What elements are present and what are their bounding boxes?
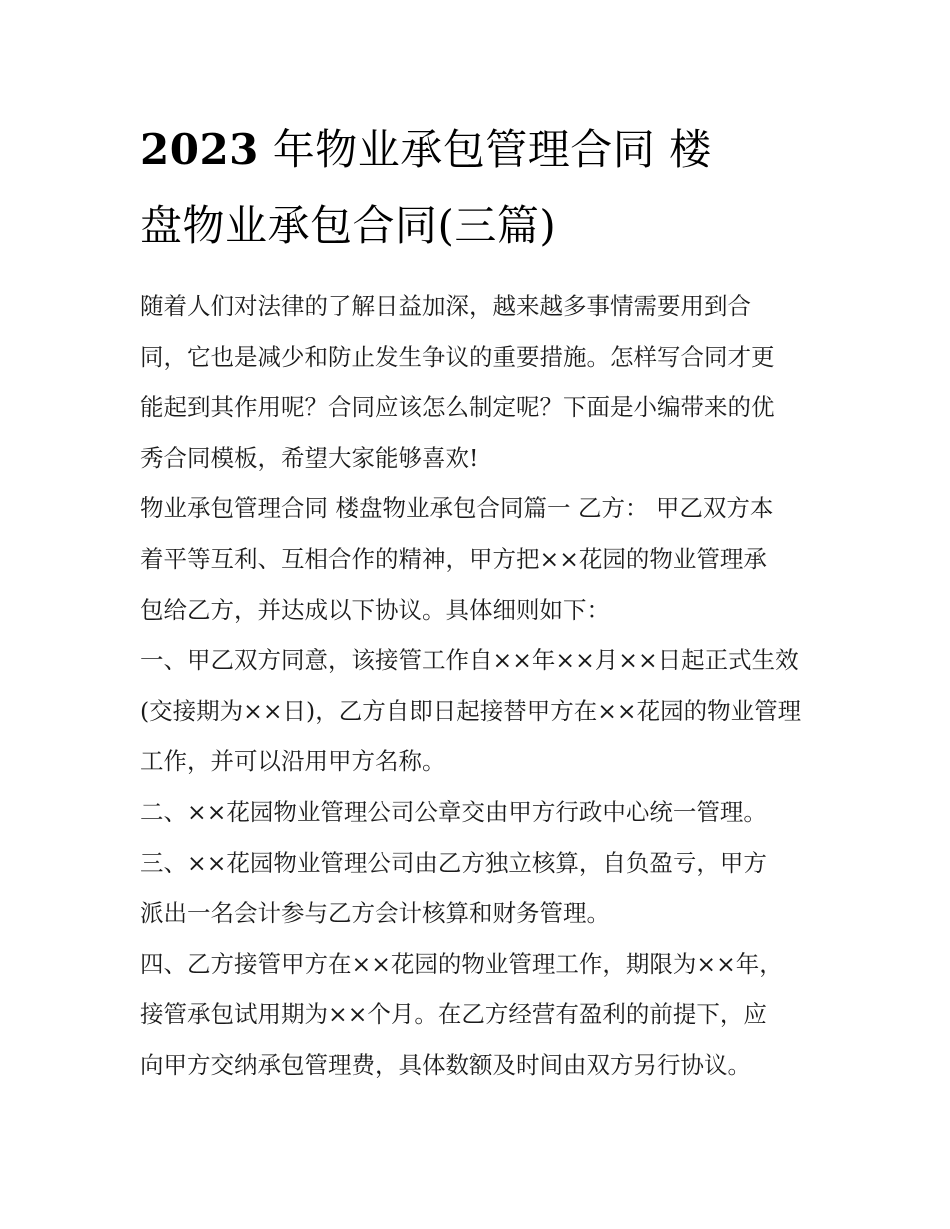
body-line: 包给乙方，并达成以下协议。具体细则如下： bbox=[140, 595, 610, 624]
body-line: (交接期为××日)，乙方自即日起接替甲方在××花园的物业管理 bbox=[140, 696, 802, 725]
body-line: 接管承包试用期为××个月。在乙方经营有盈利的前提下，应 bbox=[140, 1000, 767, 1029]
document-title bbox=[140, 112, 800, 264]
title-line-1-text: 年物业承包管理合同 楼 bbox=[272, 125, 712, 174]
body-line: 派出一名会计参与乙方会计核算和财务管理。 bbox=[140, 899, 610, 928]
document-body bbox=[140, 281, 820, 1091]
body-line: 三、××花园物业管理公司由乙方独立核算，自负盈亏，甲方 bbox=[140, 848, 767, 877]
title-year: 2023 bbox=[140, 125, 259, 174]
body-line: 二、××花园物业管理公司公章交由甲方行政中心统一管理。 bbox=[140, 797, 767, 826]
body-line: 向甲方交纳承包管理费，具体数额及时间由双方另行协议。 bbox=[140, 1050, 751, 1079]
body-line: 四、乙方接管甲方在××花园的物业管理工作，期限为××年， bbox=[140, 949, 783, 978]
body-line: 着平等互利、互相合作的精神，甲方把××花园的物业管理承 bbox=[140, 544, 767, 573]
body-line: 秀合同模板，希望大家能够喜欢! bbox=[140, 443, 479, 472]
body-line: 同，它也是减少和防止发生争议的重要措施。怎样写合同才更 bbox=[140, 342, 775, 371]
title-line-2: 盘物业承包合同(三篇) bbox=[140, 201, 557, 250]
title-line-1 bbox=[140, 112, 800, 188]
body-line: 工作，并可以沿用甲方名称。 bbox=[140, 747, 446, 776]
body-line: 随着人们对法律的了解日益加深，越来越多事情需要用到合 bbox=[140, 292, 751, 320]
body-line: 一、甲乙双方同意，该接管工作自××年××月××日起正式生效 bbox=[140, 646, 799, 675]
body-line: 物业承包管理合同 楼盘物业承包合同篇一 乙方： 甲乙双方本 bbox=[140, 494, 774, 523]
body-line: 能起到其作用呢？合同应该怎么制定呢？下面是小编带来的优 bbox=[140, 393, 775, 422]
